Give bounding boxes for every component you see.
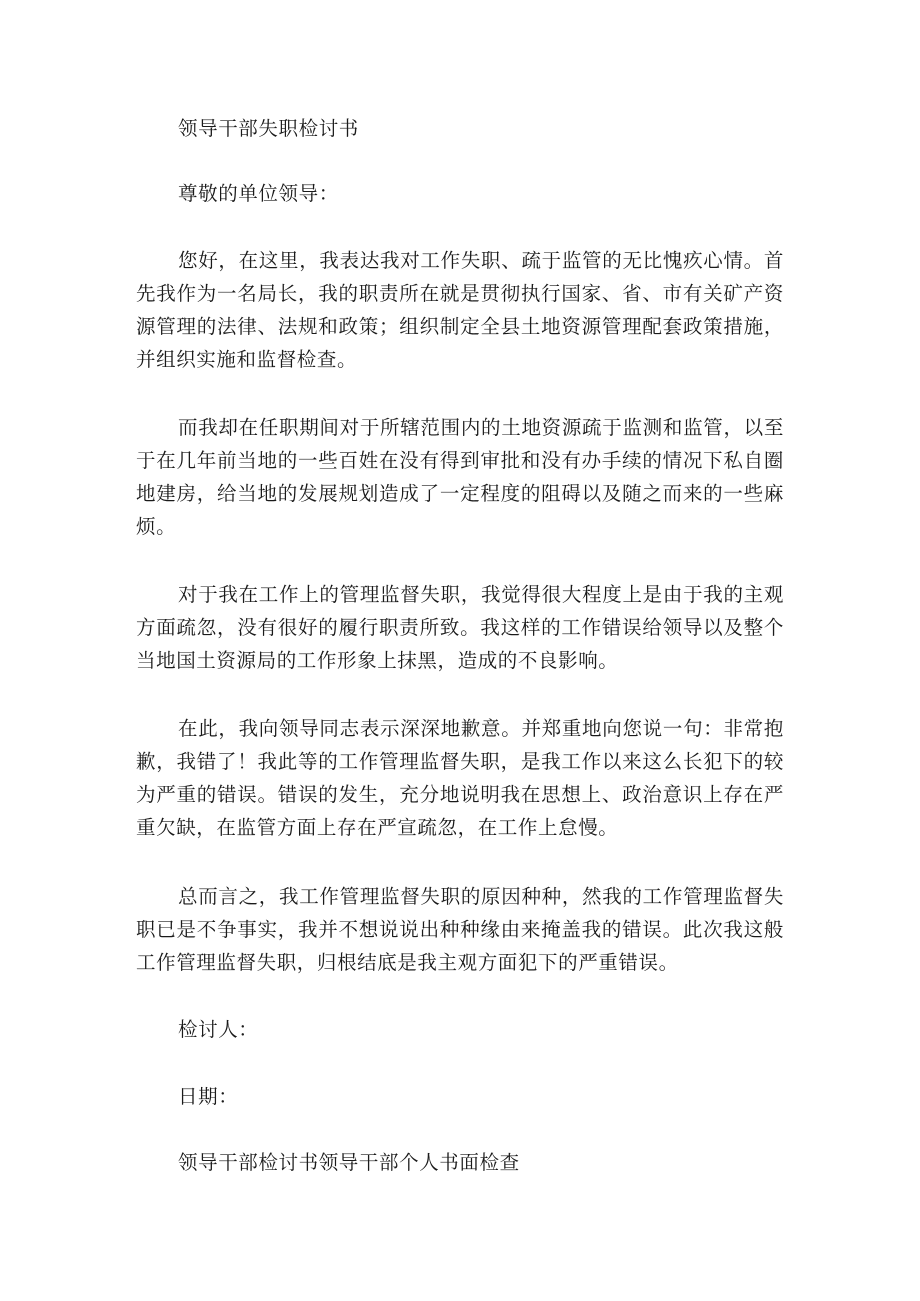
footer-text: 领导干部检讨书领导干部个人书面检查 (178, 1151, 520, 1174)
paragraph-2: 而我却在任职期间对于所辖范围内的土地资源疏于监测和监管，以至于在几年前当地的一些百姓在没有得到审批和没有办手续的情况下私自圈地建房，给当地的发展规划造成了一定程度的阻碍以及随之而来的一些麻烦。 (136, 416, 784, 538)
paragraph-4: 在此，我向领导同志表示深深地歉意。并郑重地向您说一句：非常抱歉，我错了！我此等的工作管理监督失职，是我工作以来这么长犯下的较为严重的错误。错误的发生，充分地说明我在思想上、政治意识上存在严重欠缺，在监管方面上存在严宣疏忽，在工作上怠慢。 (136, 717, 784, 839)
paragraph-3: 对于我在工作上的管理监督失职，我觉得很大程度上是由于我的主观方面疏忽，没有很好的履行职责所致。我这样的工作错误给领导以及整个当地国土资源局的工作形象上抹黑，造成的不良影响。 (136, 583, 784, 672)
paragraph-1: 您好，在这里，我表达我对工作失职、疏于监管的无比愧疚心情。首先我作为一名局长，我的职责所在就是贯彻执行国家、省、市有关矿产资源管理的法律、法规和政策；组织制定全县土地资源管理配套政策措施，并组织实施和监督检查。 (136, 249, 784, 371)
paragraph-5: 总而言之，我工作管理监督失职的原因种种，然我的工作管理监督失职已是不争事实，我并不想说说出种种缘由来掩盖我的错误。此次我这般工作管理监督失职，归根结底是我主观方面犯下的严重错误。 (136, 885, 784, 974)
salutation: 尊敬的单位领导： (178, 182, 339, 205)
document-title: 领导干部失职检讨书 (178, 117, 359, 140)
signature-label: 检讨人： (178, 1018, 259, 1041)
date-label: 日期： (178, 1085, 239, 1108)
